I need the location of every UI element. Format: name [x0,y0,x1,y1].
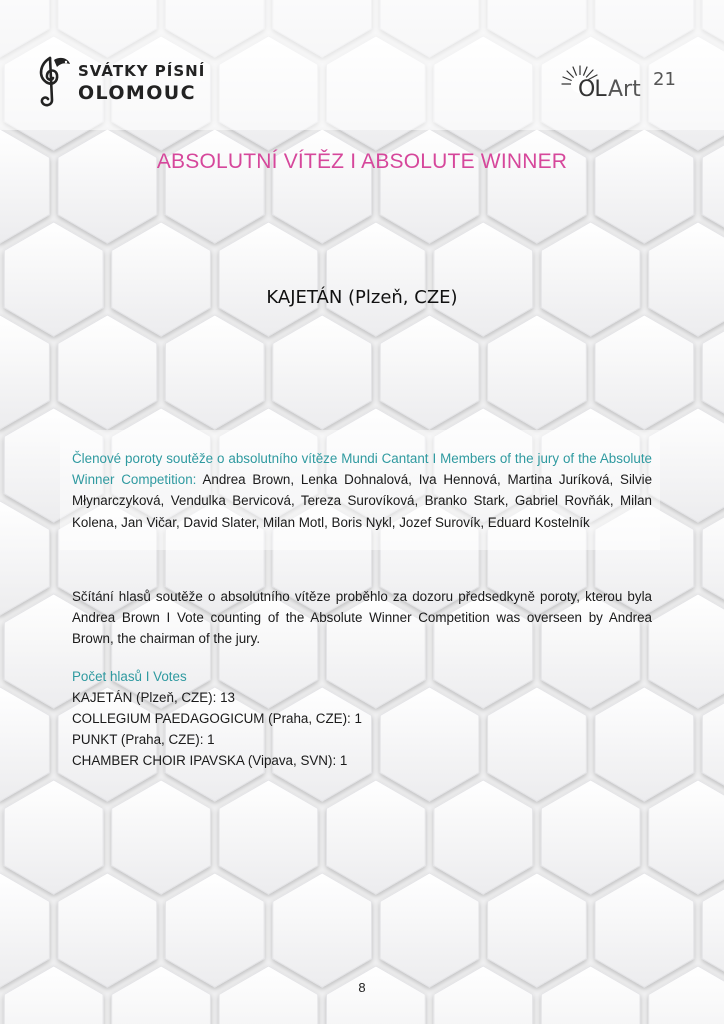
vote-counting-paragraph: Sčítání hlasů soutěže o absolutního vítěze proběhlo za dozoru předsedkyně poroty, kterou byla Andrea Brown I Vote counting of the Absolute Winner Competition was overseen by Andrea Brown, the chairman of the jury. [72,589,652,647]
logo-ol-text: OL [578,77,606,102]
logo-year-text: 21 [653,69,676,90]
jury-paragraph [72,448,652,533]
svatky-pisni-olomouc-logo [30,54,206,110]
jury-members: Andrea Brown, Lenka Dohnalová, Iva Hennová, Martina Juríková, Silvie Młynarczyková, Vendulka Bervicová, Tereza Surovíková, Branko Stark, Gabriel Rovňák, Milan Kolena, Jan Vičar, David Slater, Milan Motl, Boris Nykl, Jozef Surovík, Eduard Kostelník [72,472,653,530]
page-title: ABSOLUTNÍ VÍTĚZ I ABSOLUTE WINNER [156,150,568,173]
logo-art-text: Art [608,77,641,102]
page-number: 8 [358,980,366,995]
olart21-logo [560,64,690,110]
logo-line-2: OLOMOUC [78,82,196,104]
logo-line-1: SVÁTKY PÍSNÍ [78,62,206,80]
winner-name: KAJETÁN (Plzeň, CZE) [266,287,458,308]
votes-section [72,666,652,771]
vote-item: PUNKT (Praha, CZE): 1 [72,732,215,747]
vote-item: COLLEGIUM PAEDAGOGICUM (Praha, CZE): 1 [72,711,362,726]
treble-clef-bird-icon [30,54,74,110]
vote-item: CHAMBER CHOIR IPAVSKA (Vipava, SVN): 1 [72,753,348,768]
vote-item: KAJETÁN (Plzeň, CZE): 13 [72,690,235,705]
votes-heading: Počet hlasů I Votes [72,669,187,684]
jury-heading: Členové poroty soutěže o absolutního vítěze Mundi Cantant I Members of the jury of the Absolute Winner Competition: [72,451,652,488]
